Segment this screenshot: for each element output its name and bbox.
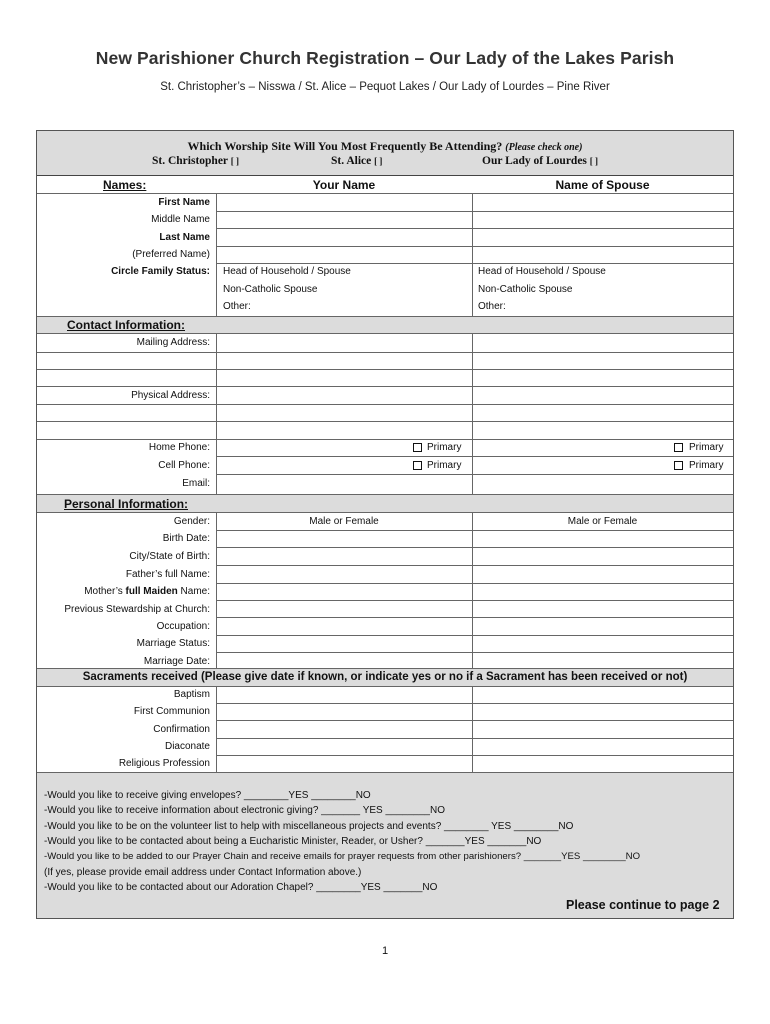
home-phone-primary-checkbox[interactable] xyxy=(413,443,422,452)
label-home-phone: Home Phone: xyxy=(148,442,210,453)
label-mother-maiden-name: Mother’s full Maiden Name: xyxy=(84,586,210,597)
gender-options[interactable]: Male or Female xyxy=(309,516,379,527)
page-subtitle: St. Christopher’s – Nisswa / St. Alice – Pequot Lakes / Our Lady of Lourdes – Pine River xyxy=(160,81,610,93)
cell-phone-primary-label: Primary xyxy=(427,460,462,471)
continue-note: Please continue to page 2 xyxy=(566,898,720,912)
personal-heading: Personal Information: xyxy=(64,497,189,511)
label-cell-phone: Cell Phone: xyxy=(158,460,210,471)
label-birth-date: Birth Date: xyxy=(162,533,210,544)
spouse-gender-options[interactable]: Male or Female xyxy=(567,516,638,527)
label-father-name: Father’s full Name: xyxy=(125,569,210,580)
contact-heading: Contact Information: xyxy=(67,318,185,332)
label-religious-profession: Religious Profession xyxy=(118,758,210,769)
spouse-status-other[interactable]: Other: xyxy=(478,301,506,312)
label-physical-address: Physical Address: xyxy=(131,390,210,401)
question-giving-envelopes[interactable]: -Would you like to receive giving envelopes? ________YES ________NO xyxy=(44,790,371,801)
cell-phone-primary-checkbox[interactable] xyxy=(413,461,422,470)
label-mailing-address: Mailing Address: xyxy=(136,337,210,348)
question-prayer-chain[interactable]: -Would you like to be added to our Prayer Chain and receive emails for prayer requests from other parishioners? _______YES ________NO xyxy=(44,851,641,862)
spouse-home-phone-primary-checkbox[interactable] xyxy=(674,443,683,452)
label-confirmation: Confirmation xyxy=(153,724,210,735)
label-birth-place: City/State of Birth: xyxy=(129,551,210,562)
spouse-status-head-of-household[interactable]: Head of Household / Spouse xyxy=(478,266,606,277)
label-occupation: Occupation: xyxy=(156,621,210,632)
label-marriage-date: Marriage Date: xyxy=(143,656,210,667)
site-st-alice[interactable]: St. Alice [ ] xyxy=(331,155,383,167)
spouse-cell-phone-primary-checkbox[interactable] xyxy=(674,461,683,470)
spouse-home-phone-primary-label: Primary xyxy=(689,442,724,453)
label-family-status: Circle Family Status: xyxy=(111,266,210,277)
col-your-name: Your Name xyxy=(312,178,376,192)
names-heading: Names: xyxy=(103,178,147,192)
spouse-cell-phone-primary-label: Primary xyxy=(689,460,724,471)
label-diaconate: Diaconate xyxy=(164,741,210,752)
label-last-name: Last Name xyxy=(159,232,210,243)
label-first-name: First Name xyxy=(158,197,210,208)
label-gender: Gender: xyxy=(173,516,210,527)
site-our-lady-of-lourdes[interactable]: Our Lady of Lourdes [ ] xyxy=(482,155,599,167)
spouse-status-non-catholic-spouse[interactable]: Non-Catholic Spouse xyxy=(478,284,573,295)
note-prayer-chain-email: (If yes, please provide email address under Contact Information above.) xyxy=(44,867,362,878)
worship-question: Which Worship Site Will You Most Frequently Be Attending? (Please check one) xyxy=(187,139,583,153)
page-number: 1 xyxy=(381,945,389,957)
col-spouse-name: Name of Spouse xyxy=(555,178,650,192)
label-middle-name: Middle Name xyxy=(151,214,210,225)
question-electronic-giving[interactable]: -Would you like to receive information about electronic giving? _______ YES ________NO xyxy=(44,805,445,816)
question-volunteer-list[interactable]: -Would you like to be on the volunteer list to help with miscellaneous projects and events? ________ YES ________NO xyxy=(44,821,574,832)
label-baptism: Baptism xyxy=(173,689,210,700)
label-preferred-name: (Preferred Name) xyxy=(132,249,210,260)
home-phone-primary-label: Primary xyxy=(427,442,462,453)
status-non-catholic-spouse[interactable]: Non-Catholic Spouse xyxy=(223,284,318,295)
sacraments-heading: Sacraments received (Please give date if known, or indicate yes or no if a Sacrament has been received or not) xyxy=(82,671,688,683)
label-previous-stewardship: Previous Stewardship at Church: xyxy=(64,604,210,615)
question-adoration-chapel[interactable]: -Would you like to be contacted about our Adoration Chapel? ________YES _______NO xyxy=(44,882,438,893)
status-head-of-household[interactable]: Head of Household / Spouse xyxy=(223,266,351,277)
label-marriage-status: Marriage Status: xyxy=(136,638,210,649)
label-first-communion: First Communion xyxy=(133,706,210,717)
page-title: New Parishioner Church Registration – Our Lady of the Lakes Parish xyxy=(95,48,675,68)
site-st-christopher[interactable]: St. Christopher [ ] xyxy=(152,155,239,167)
status-other[interactable]: Other: xyxy=(223,301,251,312)
question-eucharistic-minister[interactable]: -Would you like to be contacted about being a Eucharistic Minister, Reader, or Usher? _______YES _______NO xyxy=(44,836,542,847)
label-email: Email: xyxy=(182,478,210,489)
